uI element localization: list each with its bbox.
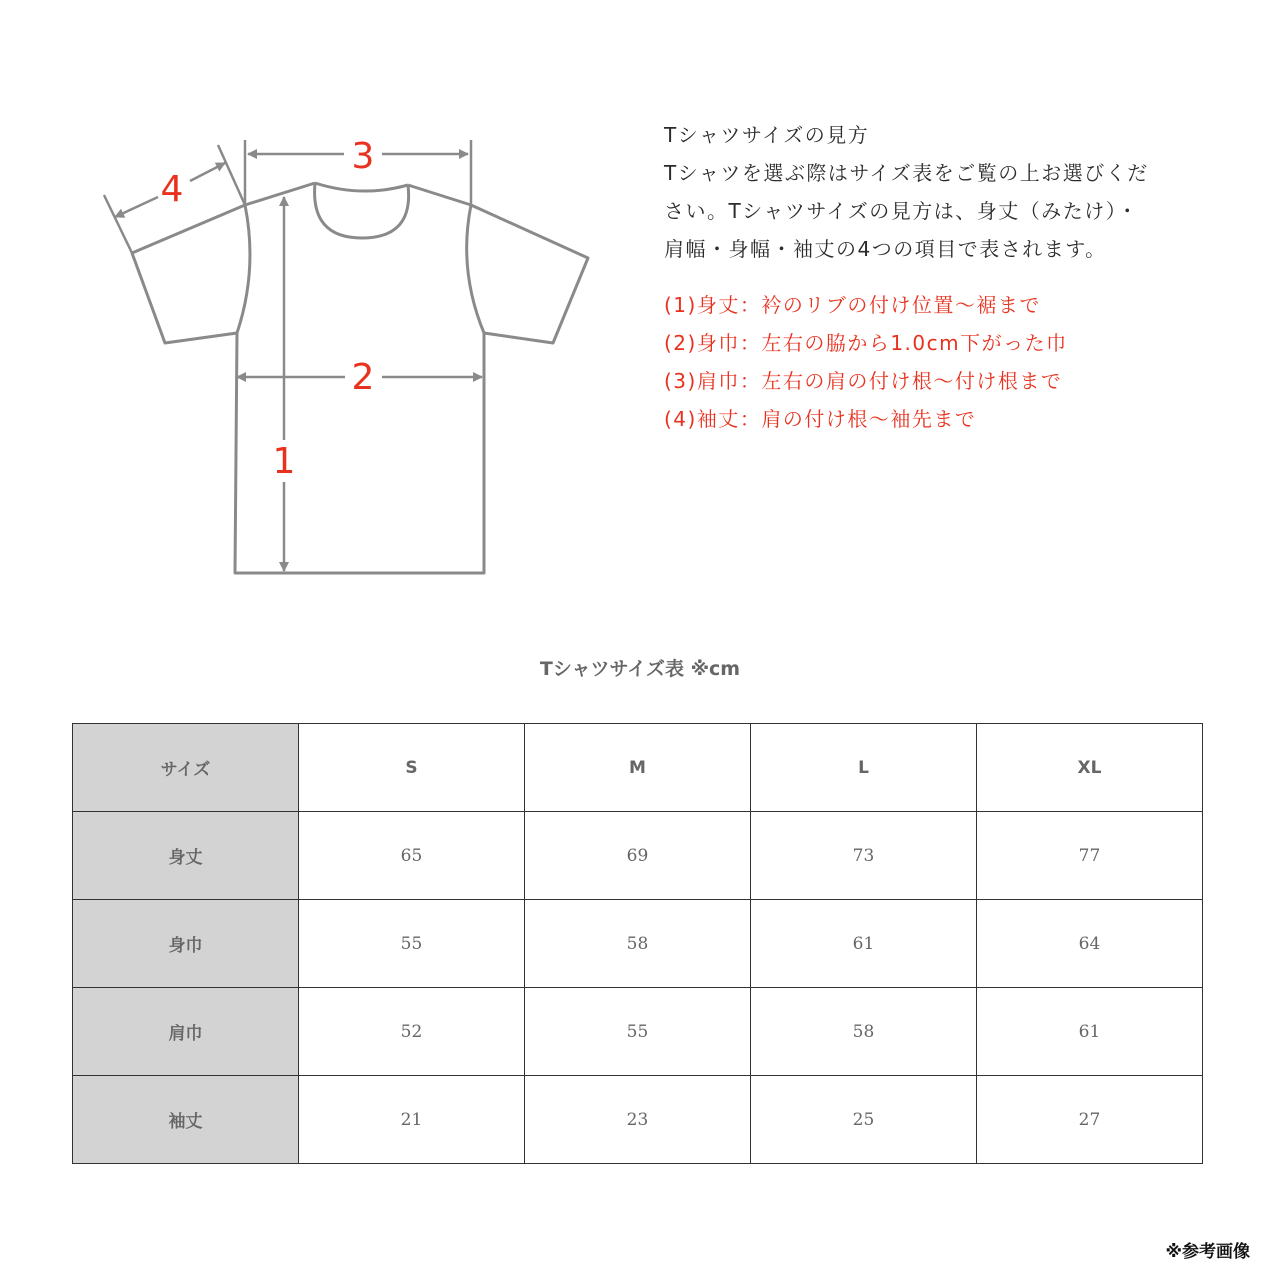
explanation-text-line: さい。Tシャツサイズの見方は、身丈（みたけ）・ [664, 199, 1139, 223]
row-label-sleeve-length: 袖丈 [73, 1076, 299, 1164]
row-label-body-width: 身巾 [73, 900, 299, 988]
definition-body-length: (1)身丈：衿のリブの付け位置〜裾まで [664, 293, 1041, 317]
table-cell: 64 [977, 900, 1203, 988]
header-cell-m: M [525, 724, 751, 812]
table-cell: 55 [525, 988, 751, 1076]
table-cell: 27 [977, 1076, 1203, 1164]
table-cell: 58 [751, 988, 977, 1076]
table-cell: 52 [299, 988, 525, 1076]
definition-body-width: (2)身巾：左右の脇から1.0cm下がった巾 [664, 331, 1068, 355]
measurement-definitions [664, 286, 1264, 438]
label-3: 3 [351, 136, 375, 177]
table-row [73, 1076, 1203, 1164]
sleeve-arrow-line-right [190, 163, 225, 181]
tshirt-right-armhole [467, 205, 484, 333]
table-cell: 61 [977, 988, 1203, 1076]
table-cell: 73 [751, 812, 977, 900]
header-cell-l: L [751, 724, 977, 812]
table-cell: 65 [299, 812, 525, 900]
table-cell: 58 [525, 900, 751, 988]
table-row [73, 900, 1203, 988]
size-table [72, 723, 1203, 1164]
reference-image-note: ※参考画像 [1165, 1242, 1250, 1262]
explanation-text-line: 肩幅・身幅・袖丈の4つの項目で表されます。 [664, 237, 1107, 261]
table-cell: 23 [525, 1076, 751, 1164]
row-label-shoulder-width: 肩巾 [73, 988, 299, 1076]
sleeve-tick-inner [218, 145, 245, 205]
header-cell-s: S [299, 724, 525, 812]
row-label-body-length: 身丈 [73, 812, 299, 900]
sleeve-arrow-line-left [115, 197, 158, 217]
size-table-title: Tシャツサイズ表 ※cm [539, 658, 741, 680]
table-cell: 77 [977, 812, 1203, 900]
explanation-text-line: Tシャツを選ぶ際はサイズ表をご覧の上お選びくだ [664, 161, 1149, 185]
header-cell-xl: XL [977, 724, 1203, 812]
header-cell-size: サイズ [73, 724, 299, 812]
table-row [73, 988, 1203, 1076]
definition-sleeve-length: (4)袖丈：肩の付け根〜袖先まで [664, 407, 977, 431]
label-2: 2 [351, 357, 375, 398]
table-cell: 61 [751, 900, 977, 988]
tshirt-measurement-diagram [0, 0, 640, 620]
table-cell: 55 [299, 900, 525, 988]
size-guide-explanation [664, 116, 1264, 438]
table-cell: 25 [751, 1076, 977, 1164]
explanation-heading: Tシャツサイズの見方 [664, 123, 870, 147]
table-header-row [73, 724, 1203, 812]
definition-shoulder-width: (3)肩巾：左右の肩の付け根〜付け根まで [664, 369, 1063, 393]
tshirt-collar-outer [315, 183, 408, 191]
label-4: 4 [160, 169, 184, 210]
label-1: 1 [272, 441, 296, 482]
sleeve-tick-outer [104, 195, 132, 253]
table-row [73, 812, 1203, 900]
tshirt-left-armhole [237, 205, 250, 333]
table-cell: 21 [299, 1076, 525, 1164]
table-cell: 69 [525, 812, 751, 900]
